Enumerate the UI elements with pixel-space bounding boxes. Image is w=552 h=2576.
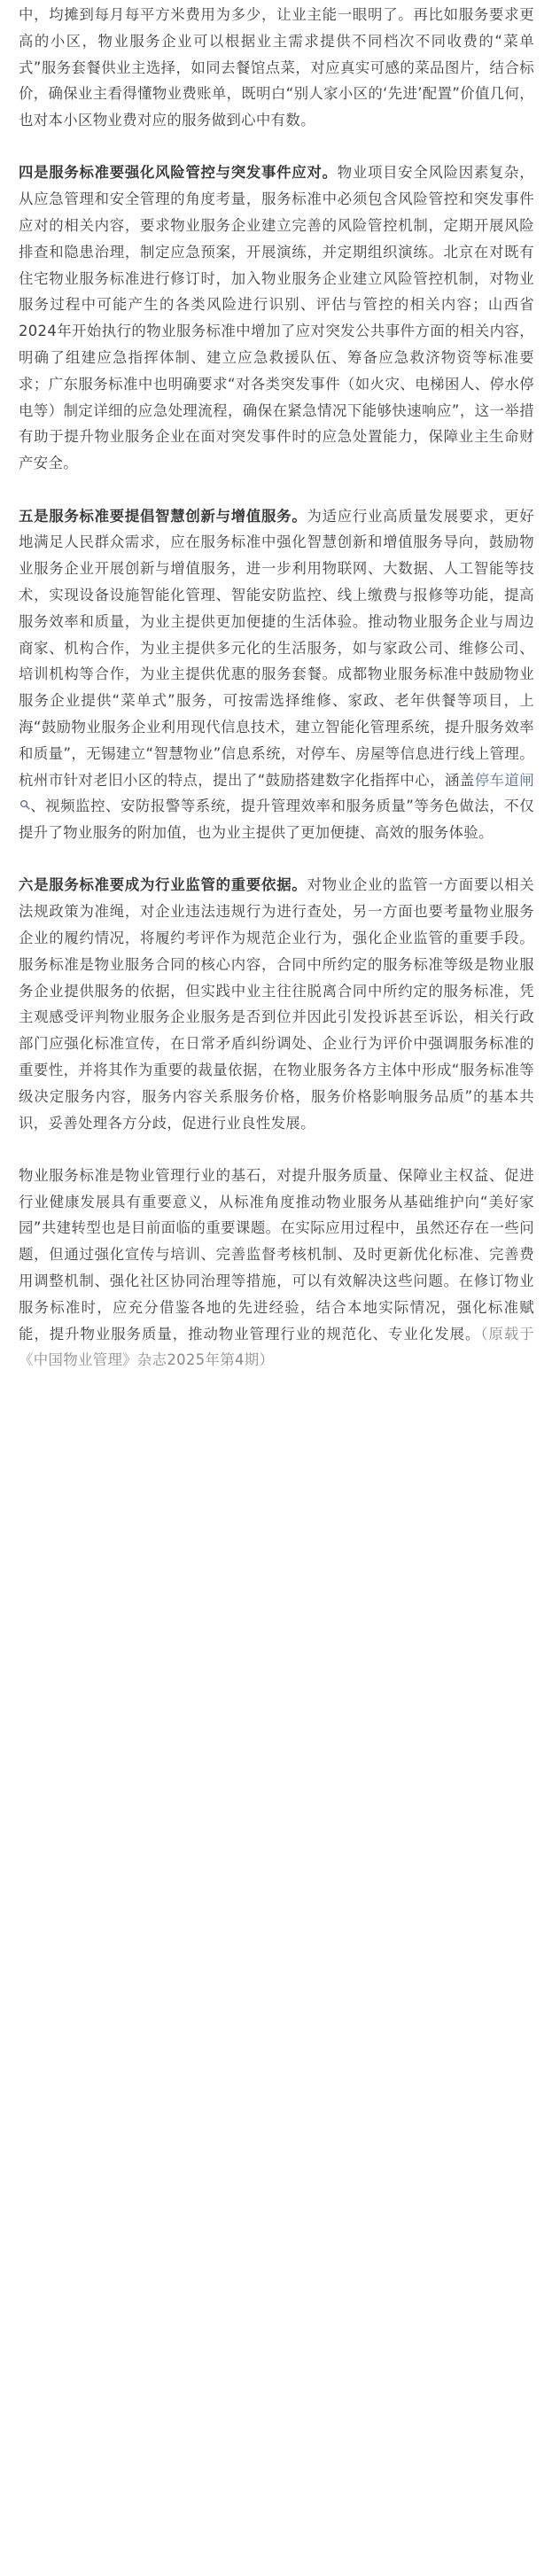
source-note: （原载于《中国物业管理》杂志2025年第4期） bbox=[19, 1325, 535, 1369]
paragraph-text: 对物业企业的监管一方面要以相关法规政策为准绳，对企业违法违规行为进行查处，另一方面也要考量物业服务企业的履约情况，将履约考评作为规范企业行为，强化企业监管的重要手段。服务标准是物业服务合同的核心内容，合同中所约定的服务标准等级是物业服务企业提供服务的依据，但实践中业主往往脱离合同中所约定的服务标准，凭主观感受评判物业服务企业服务是否到位并因此引发投诉甚至诉讼，相关行政部门应强化标准宣传，在日常矛盾纠纷调处、企业行为评价中强调服务标准的重要性，并将其作为重要的裁量依据，在物业服务各方主体中形成“服务标准等级决定服务内容，服务内容关系服务价格，服务价格影响服务品质”的基本共识，妥善处理各方分歧，促进行业良性发展。 bbox=[19, 876, 534, 1132]
search-link-icon[interactable] bbox=[19, 799, 30, 810]
paragraph-supervision bbox=[19, 872, 534, 1136]
paragraph-lead: 六是服务标准要成为行业监管的重要依据。 bbox=[19, 876, 307, 894]
paragraph-text: 中，均摊到每月每平方米费用为多少，让业主能一眼明了。再比如服务要求更高的小区，物业服务企业可以根据业主需求提供不同档次不同收费的“菜单式”服务套餐供业主选择，如同去餐馆点菜，对应真实可感的菜品图片，结合标价，确保业主看得懂物业费账单，既明白“别人家小区的‘先进’配置”价值几何，也对本小区物业费对应的服务做到心中有数。 bbox=[19, 6, 534, 129]
paragraph-text: 、视频监控、安防报警等系统，提升管理效率和服务质量”等务色做法，不仅提升了物业服务的附加值，也为业主提供了更加便捷、高效的服务体验。 bbox=[19, 798, 534, 842]
paragraph-smart-innovation bbox=[19, 503, 534, 846]
paragraph-lead: 五是服务标准要提倡智慧创新与增值服务。 bbox=[19, 507, 307, 525]
paragraph-risk-control bbox=[19, 160, 534, 477]
paragraph-text: 物业服务标准是物业管理行业的基石，对提升服务质量、保障业主权益、促进行业健康发展具有重要意义，从标准角度推动物业服务从基础维护向“美好家园”共建转型也是目前面临的重要课题。在实际应用过程中，虽然还存在一些问题，但通过强化宣传与培训、完善监督考核机制、及时更新优化标准、完善费用调整机制、强化社区协同治理等措施，可以有效解决这些问题。在修订物业服务标准时，应充分借鉴各地的先进经验，结合本地实际情况，强化标准赋能，提升物业服务质量，推动物业管理行业的规范化、专业化发展。 bbox=[19, 1166, 534, 1342]
paragraph-fee-transparency bbox=[19, 2, 534, 134]
paragraph-conclusion bbox=[19, 1163, 534, 1374]
paragraph-text: 为适应行业高质量发展要求，更好地满足人民群众需求，应在服务标准中强化智慧创新和增值服务导向，鼓励物业服务企业开展创新与增值服务，进一步利用物联网、大数据、人工智能等技术，实现设备设施智能化管理、智能安防监控、线上缴费与报修等功能，提高服务效率和质量，为业主提供更加便捷的生活体验。推动物业服务企业与周边商家、机构合作，为业主提供多元化的生活服务，如与家政公司、维修公司、培训机构等合作，为业主提供优惠的服务套餐。成都物业服务标准中鼓励物业服务企业提供“菜单式”服务，可按需选择维修、家政、老年供餐等项目，上海“鼓励物业服务企业利用现代信息技术，建立智能化管理系统，提升服务效率和质量”，无锡建立“智慧物业”信息系统，对停车、房屋等信息进行线上管理。杭州市针对老旧小区的特点，提出了“鼓励搭建数字化指挥中心，涵盖 bbox=[19, 507, 534, 789]
link-text[interactable]: 停车道闸 bbox=[474, 771, 535, 789]
paragraph-lead: 四是服务标准要强化风险管控与突发事件应对。 bbox=[19, 164, 338, 182]
article-body bbox=[19, 0, 534, 1400]
paragraph-text: 物业项目安全风险因素复杂，从应急管理和安全管理的角度考量，服务标准中必须包含风险管控和突发事件应对的相关内容，要求物业服务企业建立完善的风险管控机制，定期开展风险排查和隐患治理，制定应急预案，开展演练，并定期组织演练。北京在对既有住宅物业服务标准进行修订时，加入物业服务企业建立风险管控机制，对物业服务过程中可能产生的各类风险进行识别、评估与管控的相关内容；山西省2024年开始执行的物业服务标准中增加了应对突发公共事件方面的相关内容，明确了组建应急指挥体制、建立应急救援队伍、筹备应急救济物资等标准要求；广东服务标准中也明确要求“对各类突发事件（如火灾、电梯困人、停水停电等）制定详细的应急处理流程，确保在紧急情况下能够快速响应”，这一举措有助于提升物业服务企业在面对突发事件时的应急处置能力，保障业主生命财产安全。 bbox=[19, 164, 534, 472]
